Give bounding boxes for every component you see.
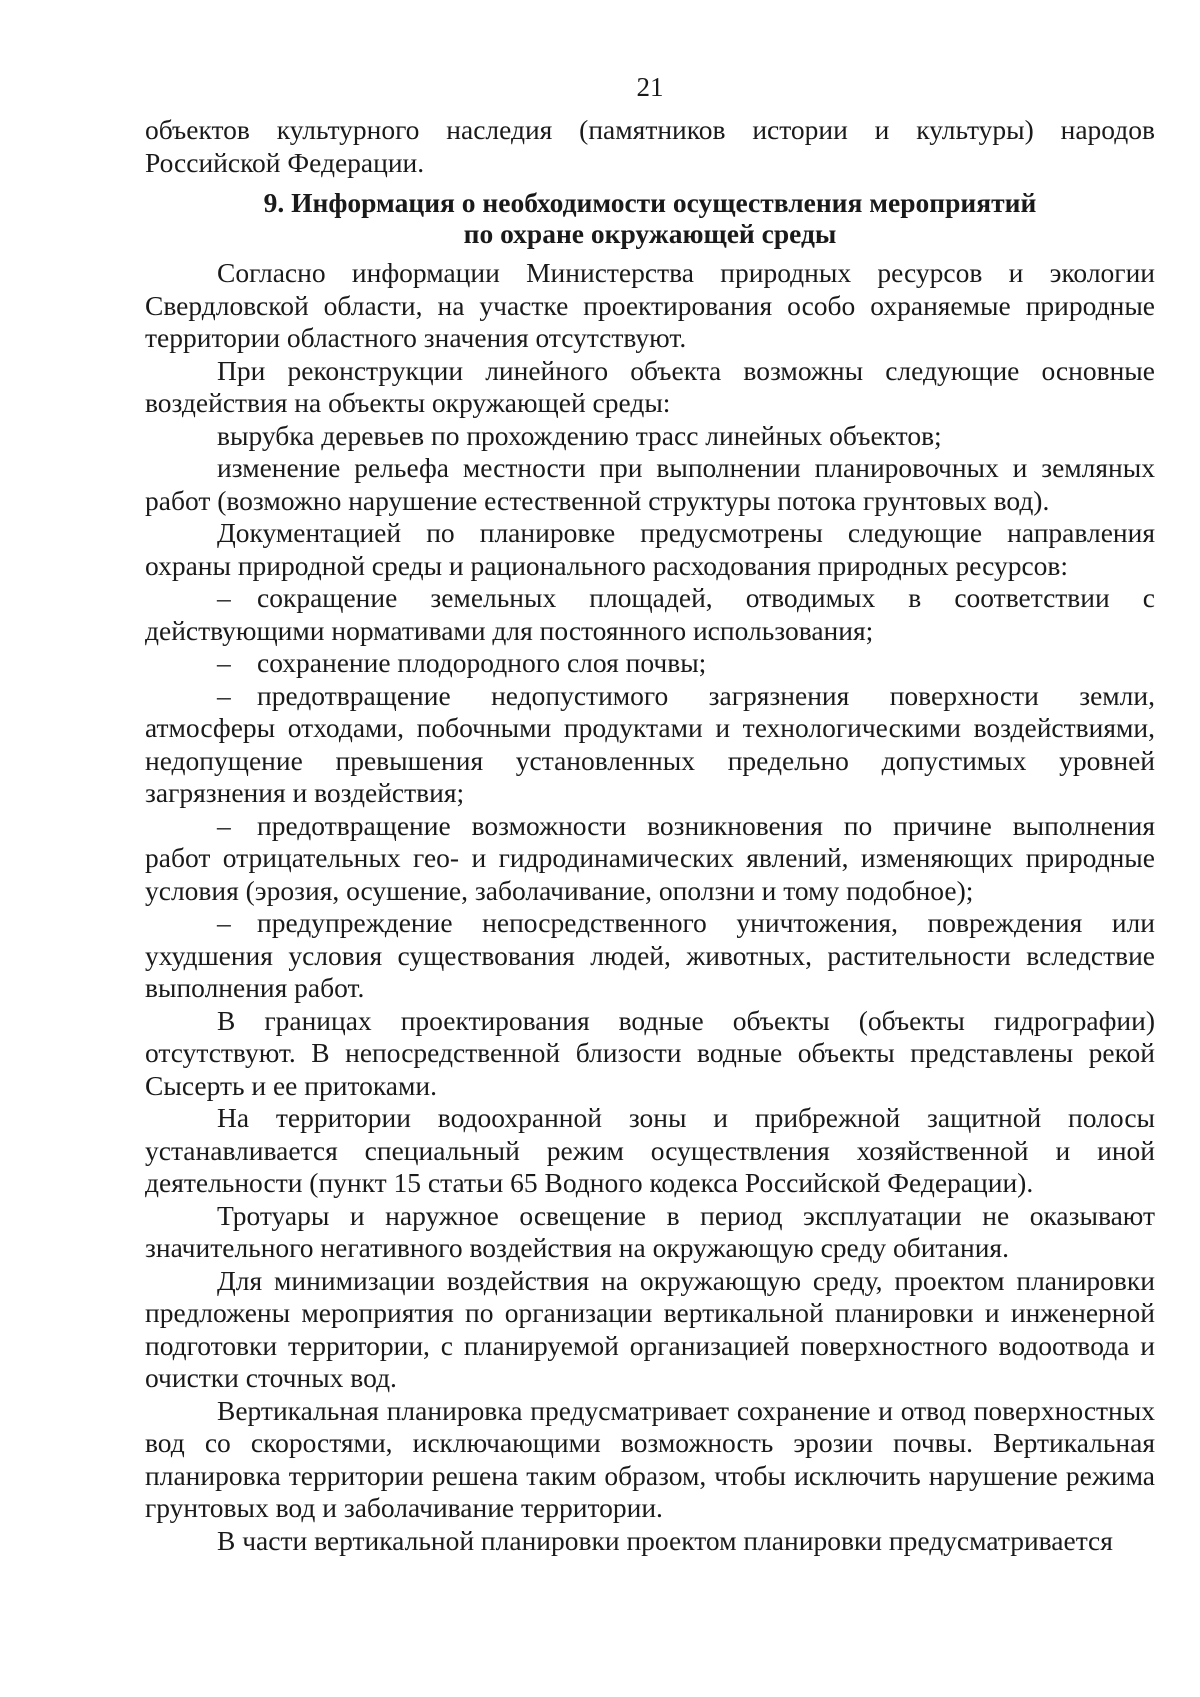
dash-marker: – xyxy=(217,907,231,938)
list-item-text: предупреждение непосредственного уничтожения, повреждения или ухудшения условия существования людей, животных, растительности вследствие выполнения работ. xyxy=(145,907,1155,1003)
paragraph: При реконструкции линейного объекта возможны следующие основные воздействия на объекты окружающей среды: xyxy=(145,354,1155,418)
list-item xyxy=(145,680,1155,810)
paragraph: Тротуары и наружное освещение в период эксплуатации не оказывают значительного негативного воздействия на окружающую среду обитания. xyxy=(145,1199,1155,1263)
document-body xyxy=(145,114,1155,1557)
dash-marker: – xyxy=(217,582,231,613)
list-item xyxy=(145,907,1155,1005)
paragraph: изменение рельефа местности при выполнении планировочных и земляных работ (возможно нарушение естественной структуры потока грунтовых вод). xyxy=(145,452,1155,516)
paragraph: В границах проектирования водные объекты (объекты гидрографии) отсутствуют. В непосредственной близости водные объекты представлены рекой Сысерть и ее притоками. xyxy=(145,1004,1155,1101)
dash-marker: – xyxy=(217,679,231,711)
dash-marker: – xyxy=(217,809,231,841)
list-item-text: сохранение плодородного слоя почвы; xyxy=(257,647,707,678)
paragraph: Документацией по планировке предусмотрены следующие направления охраны природной среды и рационального расходования природных ресурсов: xyxy=(145,517,1155,581)
section-heading xyxy=(145,187,1155,249)
paragraph: На территории водоохранной зоны и прибрежной защитной полосы устанавливается специальный режим осуществления хозяйственной и иной деятельности (пункт 15 статьи 65 Водного кодекса Российской Федерации). xyxy=(145,1102,1155,1198)
list-item-text: предотвращение возможности возникновения по причине выполнения работ отрицательных гео- и гидродинамических явлений, изменяющих природные условия (эрозия, осушение, заболачивание, оползни и тому подобное); xyxy=(145,809,1155,906)
list-item-text: предотвращение недопустимого загрязнения поверхности земли, атмосферы отходами, побочными продуктами и технологическими воздействиями, недопущение превышения установленных предельно допустимых уровней загрязнения и воздействия; xyxy=(145,679,1155,808)
paragraph: Для минимизации воздействия на окружающую среду, проектом планировки предложены мероприятия по организации вертикальной планировки и инженерной подготовки территории, с планируемой организацией поверхностного водоотвода и очистки сточных вод. xyxy=(145,1264,1155,1393)
list-item xyxy=(145,810,1155,908)
continuation-paragraph: объектов культурного наследия (памятников истории и культуры) народов Российской Федерации. xyxy=(145,114,1155,178)
page-number: 21 xyxy=(636,72,664,102)
dash-marker: – xyxy=(217,647,231,678)
paragraph: вырубка деревьев по прохождению трасс линейных объектов; xyxy=(217,419,942,451)
list-item-text: сокращение земельных площадей, отводимых в соответствии с действующими нормативами для постоянного использования; xyxy=(145,582,1155,646)
paragraph: Согласно информации Министерства природных ресурсов и экологии Свердловской области, на участке проектирования особо охраняемые природные территории областного значения отсутствуют. xyxy=(145,257,1155,353)
list-item xyxy=(145,647,1155,680)
section-heading-line-1: 9. Информация о необходимости осуществления мероприятий xyxy=(263,187,1037,218)
paragraph: Вертикальная планировка предусматривает сохранение и отвод поверхностных вод со скоростями, исключающими возможность эрозии почвы. Вертикальная планировка территории решена таким образом, чтобы исключить нарушение режима грунтовых вод и заболачивание территории. xyxy=(145,1394,1155,1523)
section-heading-line-2: по охране окружающей среды xyxy=(463,218,837,249)
list-item xyxy=(145,582,1155,647)
paragraph: В части вертикальной планировки проектом планировки предусматривается xyxy=(217,1524,1113,1556)
